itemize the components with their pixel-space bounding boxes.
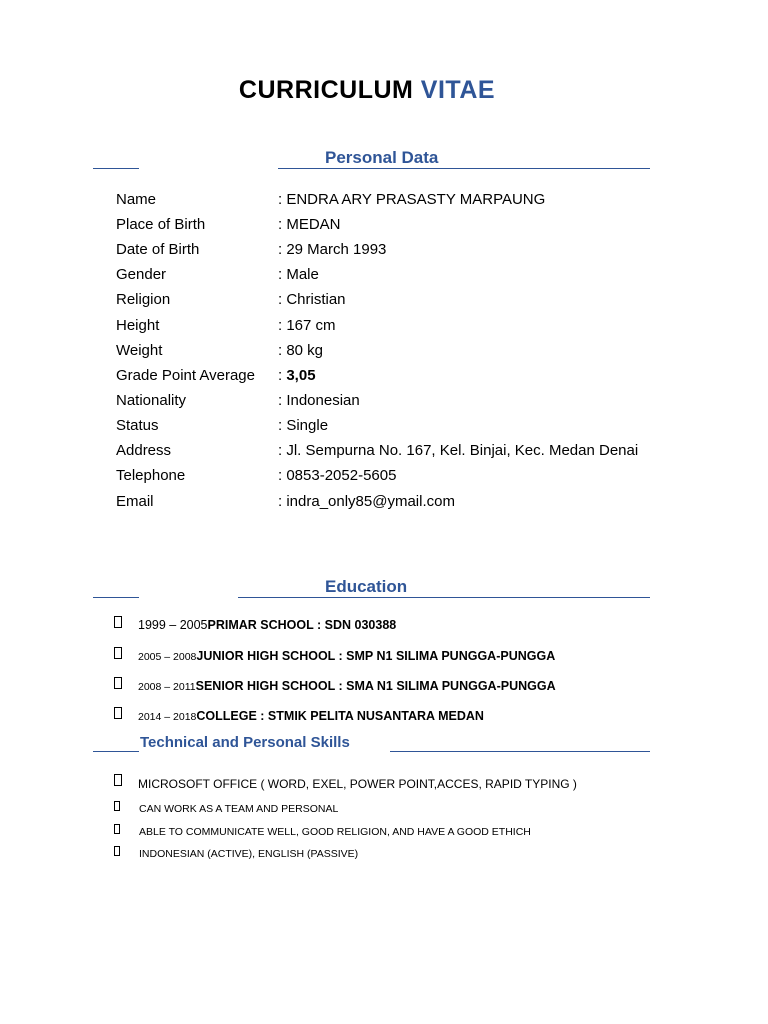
pd-label: Name — [116, 191, 157, 208]
pd-label: Place of Birth — [116, 216, 206, 233]
pd-value: : Male — [278, 266, 319, 283]
education-years: 1999 – 2005 — [138, 618, 208, 632]
education-years: 2005 – 2008 — [138, 651, 197, 663]
skill-item: MICROSOFT OFFICE ( WORD, EXEL, POWER POINT,ACCES, RAPID TYPING ) — [138, 777, 577, 791]
education-school: PRIMAR SCHOOL : SDN 030388 — [207, 618, 397, 632]
education-item — [138, 649, 555, 663]
education-years: 2008 – 2011 — [138, 681, 196, 693]
heading-rule-left — [93, 597, 139, 598]
education-heading: Education — [325, 577, 408, 596]
pd-label: Gender — [116, 266, 167, 283]
gpa-value: 3,05 — [286, 367, 316, 384]
bullet-icon — [114, 801, 120, 811]
skills-heading: Technical and Personal Skills — [140, 734, 350, 751]
pd-value: : 29 March 1993 — [278, 241, 387, 258]
heading-rule-right — [238, 597, 650, 598]
pd-value: : Christian — [278, 291, 346, 308]
pd-label: Date of Birth — [116, 241, 200, 258]
pd-value-prefix: : — [278, 367, 287, 384]
education-years: 2014 – 2018 — [138, 711, 197, 723]
education-school: COLLEGE : STMIK PELITA NUSANTARA MEDAN — [196, 709, 484, 723]
personal-data-heading: Personal Data — [325, 148, 439, 167]
pd-label: Religion — [116, 291, 171, 308]
pd-label: Grade Point Average — [116, 367, 255, 384]
pd-value: : Indonesian — [278, 392, 360, 409]
skill-item: CAN WORK AS A TEAM AND PERSONAL — [139, 803, 339, 815]
education-item — [138, 709, 484, 723]
pd-value: : 80 kg — [278, 342, 324, 359]
bullet-icon — [114, 616, 122, 628]
pd-label: Status — [116, 417, 159, 434]
education-item — [138, 618, 396, 632]
education-school: JUNIOR HIGH SCHOOL : SMP N1 SILIMA PUNGGA-PUNGGA — [196, 649, 556, 663]
heading-rule-left — [93, 168, 139, 169]
bullet-icon — [114, 707, 122, 719]
education-item — [138, 679, 556, 693]
heading-rule-right — [278, 168, 650, 169]
pd-value: : 0853-2052-5605 — [278, 467, 397, 484]
pd-value: : indra_only85@ymail.com — [278, 493, 455, 510]
title-accent: VITAE — [420, 76, 496, 104]
bullet-icon — [114, 774, 122, 786]
skill-item: INDONESIAN (ACTIVE), ENGLISH (PASSIVE) — [139, 848, 359, 860]
pd-value — [278, 367, 316, 384]
pd-label: Email — [116, 493, 154, 510]
pd-value: : ENDRA ARY PRASASTY MARPAUNG — [278, 191, 546, 208]
bullet-icon — [114, 846, 120, 856]
pd-value: : Single — [278, 417, 329, 434]
pd-value: : 167 cm — [278, 317, 336, 334]
bullet-icon — [114, 647, 122, 659]
heading-rule-right — [390, 751, 650, 752]
pd-label: Address — [116, 442, 172, 459]
pd-label: Height — [116, 317, 160, 334]
page-title — [0, 76, 734, 105]
skill-item: ABLE TO COMMUNICATE WELL, GOOD RELIGION, AND HAVE A GOOD ETHICH — [139, 826, 531, 838]
education-school: SENIOR HIGH SCHOOL : SMA N1 SILIMA PUNGGA-PUNGGA — [195, 679, 556, 693]
heading-rule-left — [93, 751, 139, 752]
bullet-icon — [114, 824, 120, 834]
bullet-icon — [114, 677, 122, 689]
pd-label: Nationality — [116, 392, 187, 409]
title-main: CURRICULUM — [238, 76, 414, 104]
pd-label: Weight — [116, 342, 163, 359]
pd-value: : Jl. Sempurna No. 167, Kel. Binjai, Kec. Medan Denai — [278, 442, 639, 459]
pd-value: : MEDAN — [278, 216, 341, 233]
pd-label: Telephone — [116, 467, 186, 484]
